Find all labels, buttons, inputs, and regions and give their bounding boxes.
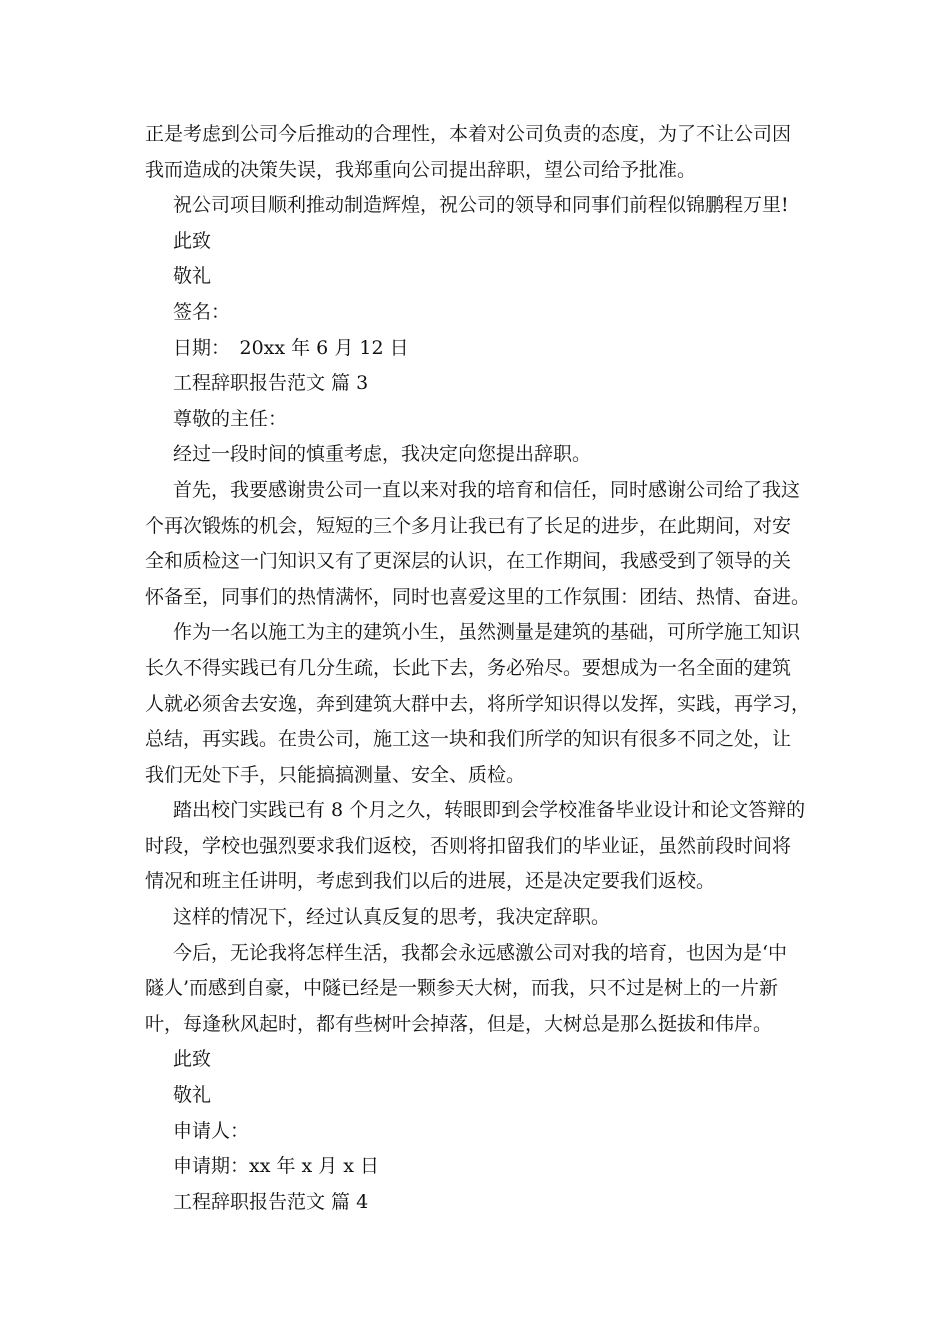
text-line: 长久不得实践已有几分生疏，长此下去，务必殆尽。要想成为一名全面的建筑 — [145, 656, 792, 679]
text-line: 我们无处下手，只能搞搞测量、安全、质检。 — [145, 763, 526, 786]
text-line: 敬礼 — [173, 1084, 212, 1107]
text-line: 经过一段时间的慎重考虑，我决定向您提出辞职。 — [173, 443, 592, 466]
text-line: 祝公司项目顺利推动制造辉煌，祝公司的领导和同事们前程似锦鹏程万里! — [173, 194, 789, 217]
text-line: 我而造成的决策失误，我郑重向公司提出辞职，望公司给予批准。 — [145, 158, 697, 181]
text-line: 工程辞职报告范文 篇 4 — [173, 1190, 369, 1213]
text-line: 怀备至，同事们的热情满怀，同时也喜爱这里的工作氛围：团结、热情、奋进。 — [145, 585, 810, 608]
text-line: 情况和班主任讲明，考虑到我们以后的进展，还是决定要我们返校。 — [145, 870, 716, 893]
text-line: 此致 — [173, 229, 212, 252]
text-line: 时段，学校也强烈要求我们返校，否则将扣留我们的毕业证，虽然前段时间将 — [145, 834, 792, 857]
text-line: 申请人： — [173, 1119, 250, 1142]
text-line: 签名： — [173, 300, 231, 323]
text-line: 这样的情况下，经过认真反复的思考，我决定辞职。 — [173, 906, 611, 929]
text-line: 正是考虑到公司今后推动的合理性，本着对公司负责的态度，为了不让公司因 — [145, 123, 792, 145]
text-line: 总结，再实践。在贵公司，施工这一块和我们所学的知识有很多不同之处，让 — [145, 728, 792, 751]
text-line: 尊敬的主任： — [173, 407, 288, 430]
text-line: 个再次锻炼的机会，短短的三个多月让我已有了长足的进步，在此期间，对安 — [145, 514, 792, 537]
text-line: 首先，我要感谢贵公司一直以来对我的培育和信任，同时感谢公司给了我这 — [173, 478, 801, 501]
text-line: 全和质检这一门知识又有了更深层的认识，在工作期间，我感受到了领导的关 — [145, 550, 792, 573]
text-line: 工程辞职报告范文 篇 3 — [173, 372, 369, 395]
document-page — [145, 117, 810, 1220]
text-line: 叶，每逢秋风起时，都有些树叶会掉落，但是，大树总是那么挺拔和伟岸。 — [145, 1012, 773, 1035]
text-line: 作为一名以施工为主的建筑小生，虽然测量是建筑的基础，可所学施工知识 — [173, 621, 801, 644]
text-line: 此致 — [173, 1048, 212, 1071]
text-line: 敬礼 — [173, 265, 212, 288]
text-line: 隧人’而感到自豪，中隧已经是一颗参天大树，而我，只不过是树上的一片新 — [145, 977, 779, 1000]
text-line: 人就必须舍去安逸，奔到建筑大群中去，将所学知识得以发挥，实践，再学习， — [145, 692, 810, 715]
text-line: 今后，无论我将怎样生活，我都会永远感激公司对我的培育，也因为是‘中 — [173, 941, 788, 964]
text-line: 申请期：xx 年 x 月 x 日 — [173, 1155, 380, 1178]
text-line: 踏出校门实践已有 8 个月之久，转眼即到会学校准备毕业设计和论文答辩的 — [173, 799, 806, 822]
text-line: 日期： 20xx 年 6 月 12 日 — [173, 336, 409, 359]
